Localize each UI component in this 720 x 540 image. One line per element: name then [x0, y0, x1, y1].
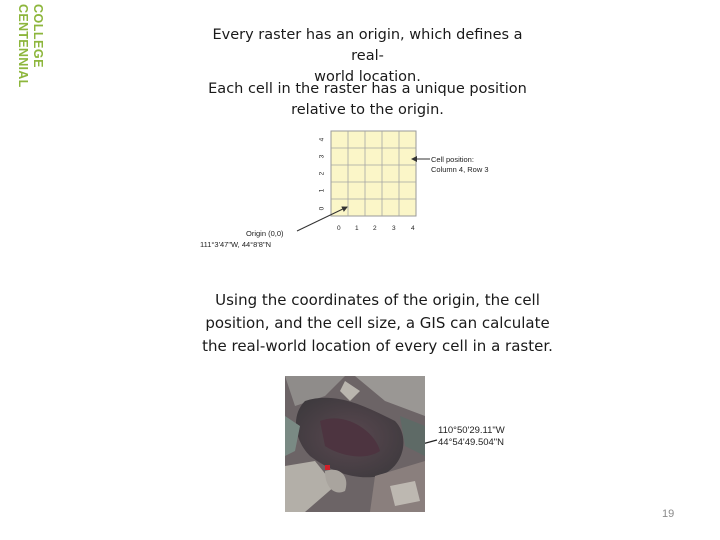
- y-label-0: 0: [318, 206, 326, 211]
- x-label-3: 3: [392, 225, 396, 232]
- image-latitude: 44°54'49.504"N: [438, 437, 505, 448]
- origin-coordinates: 111°3'47"W, 44°8'8"N: [200, 240, 272, 249]
- y-label-2: 2: [318, 171, 326, 176]
- logo-college-text: COLLEGE: [31, 4, 45, 68]
- intro-line-1: Every raster has an origin, which defines a real-: [212, 27, 523, 64]
- x-label-4: 4: [411, 225, 415, 232]
- calc-line-2: position, and the cell size, a GIS can calculate: [205, 314, 550, 332]
- calc-line-1: Using the coordinates of the origin, the cell: [215, 291, 540, 309]
- satellite-image: [285, 376, 425, 512]
- y-label-1: 1: [318, 188, 326, 193]
- cell-line-1: Each cell in the raster has a unique position: [208, 81, 527, 97]
- calculation-description: [180, 289, 575, 358]
- cell-line-2: relative to the origin.: [291, 102, 444, 118]
- image-longitude: 110°50'29.11"W: [438, 425, 505, 436]
- calc-line-3: the real-world location of every cell in a raster.: [202, 337, 553, 355]
- image-coordinates: [438, 425, 505, 449]
- location-marker: [325, 465, 330, 470]
- x-label-2: 2: [373, 225, 377, 232]
- x-label-1: 1: [355, 225, 359, 232]
- cell-position-label: Cell position: Column 4, Row 3: [431, 155, 489, 174]
- origin-arrow: [297, 207, 347, 231]
- x-label-0: 0: [337, 225, 341, 232]
- y-label-3: 3: [318, 154, 326, 159]
- origin-label: Origin (0,0): [246, 229, 284, 238]
- page-number: 19: [662, 508, 675, 520]
- logo-centennial-text: CENTENNIAL: [16, 4, 30, 88]
- y-label-4: 4: [318, 137, 326, 142]
- intro-line-2: world location.: [314, 69, 421, 85]
